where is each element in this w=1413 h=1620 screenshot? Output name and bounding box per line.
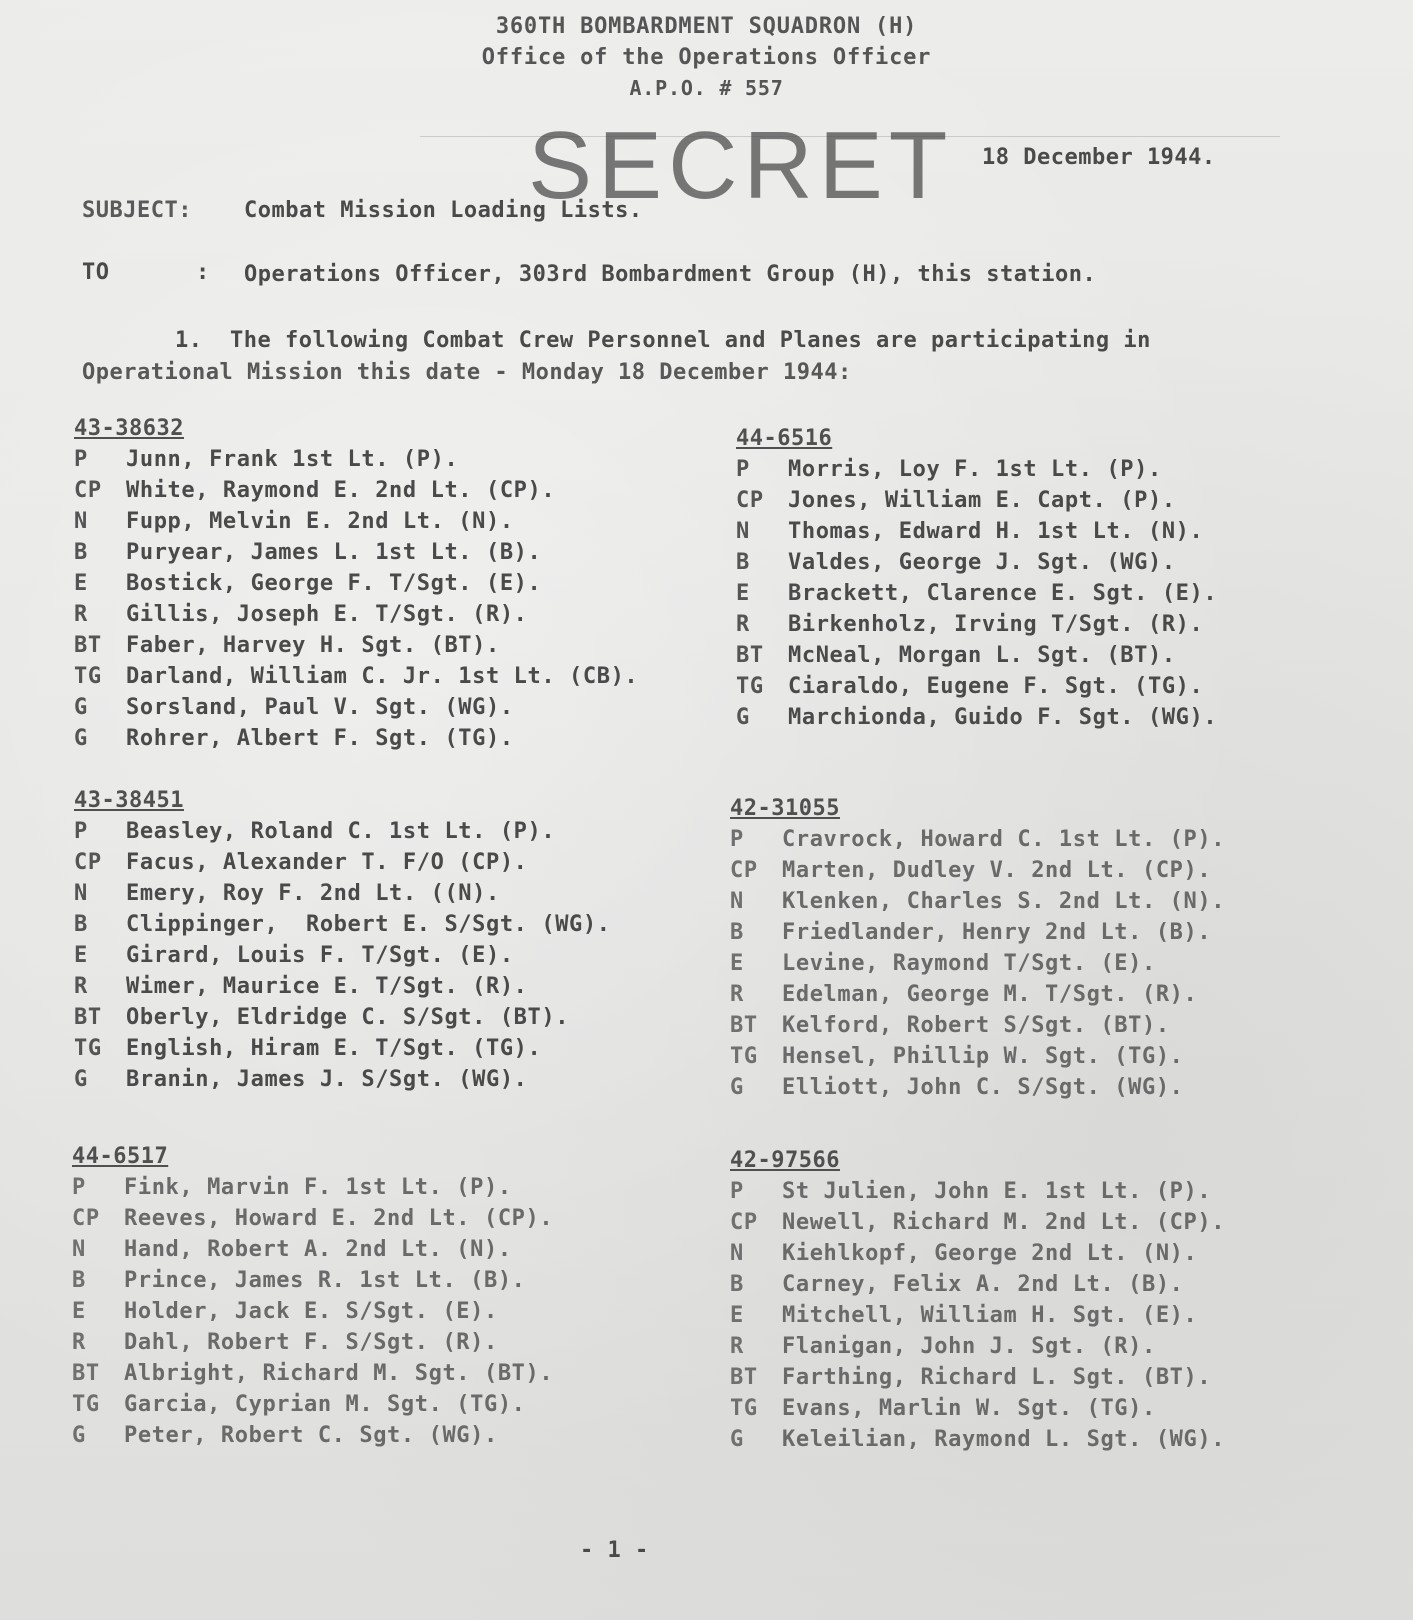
- crew-position: G: [74, 1067, 88, 1092]
- crew-member: [74, 661, 714, 692]
- crew-member: [72, 1203, 712, 1234]
- crew-member: [730, 1010, 1370, 1041]
- crew-member-name: Puryear, James L. 1st Lt. (B).: [126, 540, 542, 565]
- crew-member-name: Edelman, George M. T/Sgt. (R).: [782, 982, 1198, 1007]
- apo-heading: A.P.O. # 557: [629, 76, 784, 100]
- crew-list: [730, 1146, 1370, 1455]
- crew-member: [730, 1331, 1370, 1362]
- to-text: Operations Officer, 303rd Bombardment Group (H), this station.: [244, 262, 1097, 287]
- crew-member: [72, 1234, 712, 1265]
- aircraft-serial: 42-31055: [730, 796, 840, 821]
- crew-member: [730, 886, 1370, 917]
- crew-member-name: Birkenholz, Irving T/Sgt. (R).: [788, 612, 1204, 637]
- crew-list: [74, 414, 714, 754]
- crew-position: R: [736, 612, 750, 637]
- crew-position: R: [730, 1334, 744, 1359]
- crew-position: B: [72, 1268, 86, 1293]
- crew-member: [74, 630, 714, 661]
- crew-member: [74, 1033, 714, 1064]
- crew-member: [736, 702, 1376, 733]
- crew-position: N: [730, 889, 744, 914]
- crew-member: [74, 878, 714, 909]
- crew-position: N: [72, 1237, 86, 1262]
- crew-member: [74, 1064, 714, 1095]
- crew-member-name: Evans, Marlin W. Sgt. (TG).: [782, 1396, 1156, 1421]
- crew-member: [730, 917, 1370, 948]
- crew-position: BT: [74, 633, 102, 658]
- crew-position: E: [730, 951, 744, 976]
- crew-position: B: [736, 550, 750, 575]
- aircraft-serial: 42-97566: [730, 1148, 840, 1173]
- crew-member: [730, 1362, 1370, 1393]
- crew-member: [736, 516, 1376, 547]
- crew-member-name: Junn, Frank 1st Lt. (P).: [126, 447, 459, 472]
- crew-member: [72, 1420, 712, 1451]
- crew-member-name: Klenken, Charles S. 2nd Lt. (N).: [782, 889, 1226, 914]
- crew-position: N: [74, 881, 88, 906]
- crew-member-name: Morris, Loy F. 1st Lt. (P).: [788, 457, 1162, 482]
- crew-member-name: Facus, Alexander T. F/O (CP).: [126, 850, 528, 875]
- crew-member: [736, 578, 1376, 609]
- crew-member-name: Darland, William C. Jr. 1st Lt. (CB).: [126, 664, 639, 689]
- crew-member-name: Kiehlkopf, George 2nd Lt. (N).: [782, 1241, 1198, 1266]
- crew-member-name: Garcia, Cyprian M. Sgt. (TG).: [124, 1392, 526, 1417]
- crew-member: [736, 547, 1376, 578]
- crew-member-name: Reeves, Howard E. 2nd Lt. (CP).: [124, 1206, 554, 1231]
- crew-member: [72, 1327, 712, 1358]
- squadron-heading: 360TH BOMBARDMENT SQUADRON (H): [495, 14, 918, 39]
- crew-member-name: Oberly, Eldridge C. S/Sgt. (BT).: [126, 1005, 570, 1030]
- crew-member: [74, 692, 714, 723]
- crew-member-name: Holder, Jack E. S/Sgt. (E).: [124, 1299, 498, 1324]
- crew-position: TG: [72, 1392, 100, 1417]
- crew-member-name: Hensel, Phillip W. Sgt. (TG).: [782, 1044, 1184, 1069]
- crew-member-name: Thomas, Edward H. 1st Lt. (N).: [788, 519, 1204, 544]
- aircraft-serial: 44-6516: [736, 426, 833, 451]
- crew-position: G: [72, 1423, 86, 1448]
- crew-member-name: Albright, Richard M. Sgt. (BT).: [124, 1361, 554, 1386]
- crew-member-name: Brackett, Clarence E. Sgt. (E).: [788, 581, 1218, 606]
- crew-member: [736, 640, 1376, 671]
- crew-position: G: [74, 726, 88, 751]
- crew-member-name: Clippinger, Robert E. S/Sgt. (WG).: [126, 912, 611, 937]
- crew-position: P: [72, 1175, 86, 1200]
- secret-stamp: SECRET: [528, 112, 954, 219]
- crew-member: [72, 1389, 712, 1420]
- crew-position: G: [74, 695, 88, 720]
- crew-position: CP: [74, 850, 102, 875]
- crew-position: G: [730, 1075, 744, 1100]
- crew-member-name: Valdes, George J. Sgt. (WG).: [788, 550, 1176, 575]
- to-colon: :: [196, 260, 210, 285]
- crew-member: [736, 454, 1376, 485]
- crew-member-name: Fupp, Melvin E. 2nd Lt. (N).: [126, 509, 514, 534]
- crew-position: P: [74, 447, 88, 472]
- crew-position: E: [736, 581, 750, 606]
- crew-member-name: Emery, Roy F. 2nd Lt. ((N).: [126, 881, 500, 906]
- document-date: 18 December 1944.: [982, 145, 1216, 170]
- crew-member-name: Cravrock, Howard C. 1st Lt. (P).: [782, 827, 1226, 852]
- to-label: TO: [82, 260, 110, 285]
- crew-position: E: [74, 943, 88, 968]
- aircraft-serial: 43-38632: [74, 416, 184, 441]
- crew-member: [74, 599, 714, 630]
- subject-text: Combat Mission Loading Lists.: [244, 198, 643, 223]
- crew-member: [736, 485, 1376, 516]
- crew-member-name: Fink, Marvin F. 1st Lt. (P).: [124, 1175, 512, 1200]
- crew-member: [72, 1358, 712, 1389]
- crew-member: [74, 506, 714, 537]
- office-heading: Office of the Operations Officer: [481, 45, 932, 70]
- crew-position: TG: [74, 664, 102, 689]
- crew-member-name: Flanigan, John J. Sgt. (R).: [782, 1334, 1156, 1359]
- crew-member: [730, 1072, 1370, 1103]
- crew-member-name: English, Hiram E. T/Sgt. (TG).: [126, 1036, 542, 1061]
- crew-position: BT: [730, 1365, 758, 1390]
- crew-member: [730, 1041, 1370, 1072]
- crew-member-name: Hand, Robert A. 2nd Lt. (N).: [124, 1237, 512, 1262]
- crew-position: E: [74, 571, 88, 596]
- crew-position: TG: [730, 1044, 758, 1069]
- crew-member: [74, 475, 714, 506]
- crew-position: P: [74, 819, 88, 844]
- crew-position: TG: [730, 1396, 758, 1421]
- crew-member-name: Elliott, John C. S/Sgt. (WG).: [782, 1075, 1184, 1100]
- crew-position: BT: [72, 1361, 100, 1386]
- crew-member-name: Friedlander, Henry 2nd Lt. (B).: [782, 920, 1212, 945]
- crew-member: [74, 444, 714, 475]
- crew-position: B: [730, 1272, 744, 1297]
- crew-position: R: [72, 1330, 86, 1355]
- crew-position: BT: [736, 643, 764, 668]
- crew-list: [730, 794, 1370, 1103]
- aircraft-serial: 44-6517: [72, 1144, 169, 1169]
- crew-list: [736, 424, 1376, 733]
- crew-position: N: [74, 509, 88, 534]
- crew-position: P: [730, 827, 744, 852]
- crew-member: [74, 723, 714, 754]
- crew-member-name: Ciaraldo, Eugene F. Sgt. (TG).: [788, 674, 1204, 699]
- crew-list: [72, 1142, 712, 1451]
- crew-position: G: [730, 1427, 744, 1452]
- crew-position: CP: [736, 488, 764, 513]
- crew-member-name: Sorsland, Paul V. Sgt. (WG).: [126, 695, 514, 720]
- paragraph-line-1: 1. The following Combat Crew Personnel and Planes are participating in: [175, 328, 1151, 353]
- crew-member-name: Mitchell, William H. Sgt. (E).: [782, 1303, 1198, 1328]
- crew-member-name: Marten, Dudley V. 2nd Lt. (CP).: [782, 858, 1212, 883]
- crew-member-name: Newell, Richard M. 2nd Lt. (CP).: [782, 1210, 1226, 1235]
- crew-position: BT: [74, 1005, 102, 1030]
- crew-member-name: Dahl, Robert F. S/Sgt. (R).: [124, 1330, 498, 1355]
- crew-member-name: McNeal, Morgan L. Sgt. (BT).: [788, 643, 1176, 668]
- crew-member: [730, 1393, 1370, 1424]
- crew-position: R: [74, 974, 88, 999]
- crew-position: N: [730, 1241, 744, 1266]
- crew-position: B: [74, 912, 88, 937]
- crew-member-name: Keleilian, Raymond L. Sgt. (WG).: [782, 1427, 1226, 1452]
- crew-member: [74, 537, 714, 568]
- crew-member: [730, 948, 1370, 979]
- crew-member: [74, 971, 714, 1002]
- crew-position: P: [730, 1179, 744, 1204]
- crew-position: B: [730, 920, 744, 945]
- crew-member: [736, 609, 1376, 640]
- crew-member: [730, 1424, 1370, 1455]
- crew-member: [736, 671, 1376, 702]
- aircraft-serial: 43-38451: [74, 788, 184, 813]
- crew-position: E: [730, 1303, 744, 1328]
- crew-member-name: Girard, Louis F. T/Sgt. (E).: [126, 943, 514, 968]
- crew-member-name: Rohrer, Albert F. Sgt. (TG).: [126, 726, 514, 751]
- crew-member-name: Gillis, Joseph E. T/Sgt. (R).: [126, 602, 528, 627]
- crew-member-name: Marchionda, Guido F. Sgt. (WG).: [788, 705, 1218, 730]
- crew-member-name: St Julien, John E. 1st Lt. (P).: [782, 1179, 1212, 1204]
- crew-member-name: Branin, James J. S/Sgt. (WG).: [126, 1067, 528, 1092]
- crew-member: [730, 1207, 1370, 1238]
- crew-member-name: Prince, James R. 1st Lt. (B).: [124, 1268, 526, 1293]
- crew-member-name: Wimer, Maurice E. T/Sgt. (R).: [126, 974, 528, 999]
- crew-member-name: Jones, William E. Capt. (P).: [788, 488, 1176, 513]
- paragraph-line-2: Operational Mission this date - Monday 18 December 1944:: [82, 360, 852, 385]
- crew-member: [74, 568, 714, 599]
- crew-position: CP: [730, 858, 758, 883]
- crew-member-name: White, Raymond E. 2nd Lt. (CP).: [126, 478, 556, 503]
- crew-list: [74, 786, 714, 1095]
- crew-member-name: Carney, Felix A. 2nd Lt. (B).: [782, 1272, 1184, 1297]
- crew-position: CP: [72, 1206, 100, 1231]
- crew-member: [730, 855, 1370, 886]
- crew-member-name: Levine, Raymond T/Sgt. (E).: [782, 951, 1156, 976]
- crew-position: P: [736, 457, 750, 482]
- crew-member: [730, 1238, 1370, 1269]
- crew-position: N: [736, 519, 750, 544]
- crew-member: [74, 940, 714, 971]
- crew-member: [730, 824, 1370, 855]
- crew-member: [74, 847, 714, 878]
- crew-member: [72, 1296, 712, 1327]
- crew-member-name: Kelford, Robert S/Sgt. (BT).: [782, 1013, 1170, 1038]
- crew-member: [74, 909, 714, 940]
- crew-member: [72, 1172, 712, 1203]
- crew-member: [74, 816, 714, 847]
- crew-member: [730, 1176, 1370, 1207]
- crew-position: B: [74, 540, 88, 565]
- crew-member: [74, 1002, 714, 1033]
- page-number: - 1 -: [580, 1538, 649, 1563]
- crew-position: BT: [730, 1013, 758, 1038]
- crew-member: [730, 1300, 1370, 1331]
- crew-position: CP: [730, 1210, 758, 1235]
- crew-member: [730, 979, 1370, 1010]
- crew-member: [72, 1265, 712, 1296]
- crew-position: TG: [736, 674, 764, 699]
- crew-position: R: [74, 602, 88, 627]
- crew-position: E: [72, 1299, 86, 1324]
- crew-position: TG: [74, 1036, 102, 1061]
- crew-member-name: Farthing, Richard L. Sgt. (BT).: [782, 1365, 1212, 1390]
- crew-member-name: Faber, Harvey H. Sgt. (BT).: [126, 633, 500, 658]
- crew-member: [730, 1269, 1370, 1300]
- crew-position: G: [736, 705, 750, 730]
- crew-position: R: [730, 982, 744, 1007]
- crew-position: CP: [74, 478, 102, 503]
- crew-member-name: Beasley, Roland C. 1st Lt. (P).: [126, 819, 556, 844]
- subject-label: SUBJECT:: [82, 198, 192, 223]
- crew-member-name: Bostick, George F. T/Sgt. (E).: [126, 571, 542, 596]
- crew-member-name: Peter, Robert C. Sgt. (WG).: [124, 1423, 498, 1448]
